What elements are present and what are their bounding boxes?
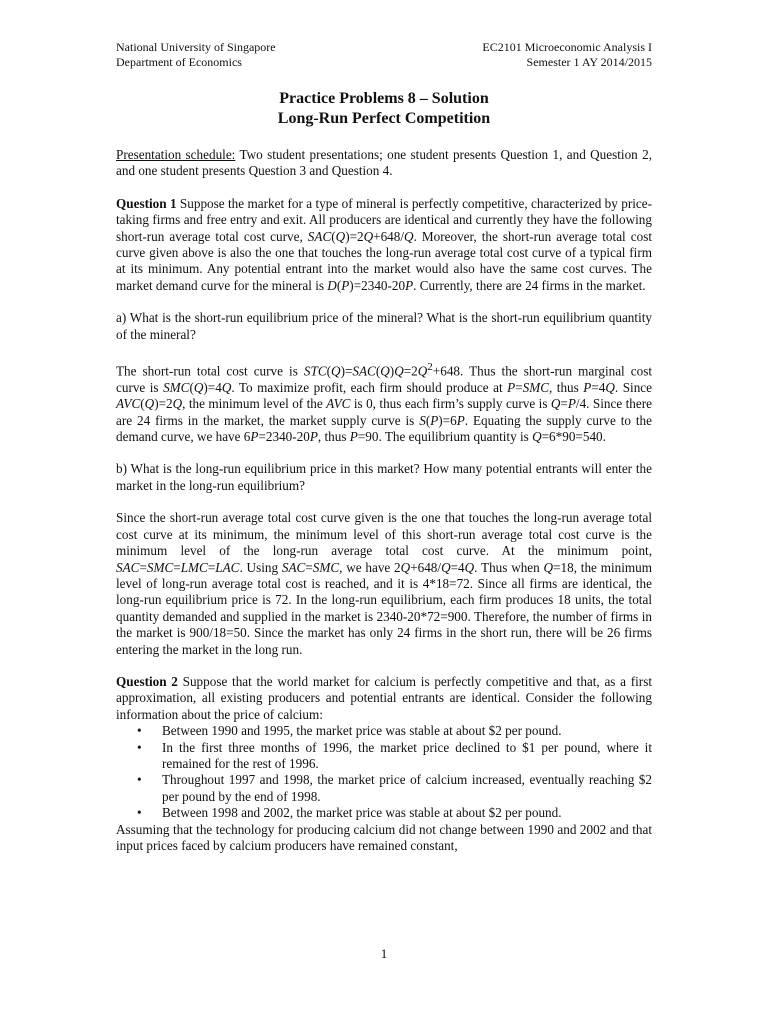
- ans-var: Q: [464, 559, 475, 575]
- ans-var: SMC: [312, 559, 340, 575]
- header-right: [482, 40, 652, 70]
- ans-var: Q: [331, 363, 341, 379]
- ans-var: P: [583, 379, 592, 395]
- ans-text: . Since: [614, 379, 652, 395]
- list-item: • Between 1998 and 2002, the market price was stable at about $2 per pound.: [162, 805, 652, 821]
- ans-var: LAC: [215, 559, 240, 575]
- ans-var: Q: [380, 363, 390, 379]
- ans-var: S: [419, 412, 426, 428]
- list-item: • Throughout 1997 and 1998, the market price of calcium increased, eventually reaching $2 per pound by the end of 1998.: [162, 772, 652, 805]
- title-line-2: Long-Run Perfect Competition: [277, 110, 491, 127]
- ans-text: (: [140, 396, 145, 412]
- ans-var: Q: [394, 363, 404, 379]
- q1-var: SAC: [307, 228, 332, 244]
- ans-var: SMC: [522, 379, 550, 395]
- title-line-1: Practice Problems 8 – Solution: [279, 90, 489, 107]
- q1-var: Q: [335, 228, 346, 244]
- ans-var: Q: [441, 559, 451, 575]
- ans-text: )=4: [203, 379, 222, 395]
- ans-text: . To maximize profit, each firm should produce at: [231, 379, 508, 395]
- page-number: 1: [380, 946, 388, 961]
- ans-var: P: [456, 412, 465, 428]
- ans-text: , thus: [317, 429, 350, 445]
- ans-var: LMC: [180, 559, 208, 575]
- ans-text: +648. Thus the short-run marginal cost curve is: [116, 363, 653, 395]
- ans-var: Q: [144, 396, 155, 412]
- answer-1a: [116, 359, 652, 445]
- ans-var: Q: [400, 559, 411, 575]
- ans-text: The short-run total cost curve is: [116, 363, 304, 379]
- ans-var: SMC: [146, 559, 174, 575]
- ans-text: is 0, thus each firm’s supply curve is: [350, 396, 551, 412]
- list-item: • In the first three months of 1996, the market price declined to $1 per pound, where it remained for the rest of 1996.: [162, 740, 652, 773]
- ans-text: =90. The equilibrium quantity is: [357, 429, 533, 445]
- presentation-schedule: [116, 147, 652, 180]
- ans-text: ): [389, 363, 395, 379]
- list-item: • Between 1990 and 1995, the market price was stable at about $2 per pound.: [162, 723, 652, 739]
- question-2-continued: Assuming that the technology for producing calcium did not change between 1990 and 2002 and that input prices faced by calcium producers have remained constant,: [116, 821, 652, 854]
- question-1-label: Question 1: [116, 195, 177, 211]
- course-name: EC2101 Microeconomic Analysis I: [482, 40, 652, 54]
- question-2-text: Suppose that the world market for calcium is perfectly competitive and that, as a first approximation, all existing producers and potential entrants are identical. Consider the following information about the price of calcium:: [116, 673, 652, 722]
- schedule-text: Two student presentations; one student presents Question 1, and Question 2, and one student presents Question 3 and Question 4.: [116, 147, 653, 179]
- ans-var: STC: [303, 363, 327, 379]
- schedule-label: Presentation schedule:: [116, 147, 236, 162]
- answer-1b: [116, 510, 652, 658]
- ans-var: Q: [605, 379, 615, 395]
- ans-var: P: [349, 429, 358, 445]
- q1-text: )=2: [345, 228, 364, 244]
- ans-var: SAC: [352, 363, 376, 379]
- question-1: [116, 196, 652, 294]
- ans-var: P: [567, 396, 576, 412]
- ans-var: P: [309, 429, 318, 445]
- ans-text: (: [375, 363, 381, 379]
- ans-text: =18, the minimum level of long-run average total cost is reached, and it is 4*18=72. Since all firms are identical, the long-run equilibrium price is 72. In the long-run equilibrium, each firm produces 18 units, the total quantity demanded and supplied in the market is 2340-20*72=900. Therefore, the number of firms in the market is 900/18=50. Since the market has only 24 firms in the short run, there will be 26 firms entering the market in the long run.: [116, 559, 652, 657]
- question-1b: b) What is the long-run equilibrium price in this market? How many potential entrants will enter the market in the long-run equilibrium?: [116, 461, 652, 493]
- ans-text: =: [173, 559, 181, 575]
- ans-text: =6*90=540.: [541, 429, 606, 445]
- q1-text: . Currently, there are 24 firms in the market.: [413, 277, 646, 293]
- ans-text: =4: [450, 559, 465, 575]
- ans-text: =2340-20: [258, 429, 310, 445]
- ans-text: . Thus when: [474, 559, 544, 575]
- ans-text: (: [425, 412, 431, 428]
- ans-text: , the minimum level of the: [182, 396, 327, 412]
- semester: Semester 1 AY 2014/2015: [526, 55, 652, 69]
- university-name: National University of Singapore: [116, 40, 276, 54]
- ans-text: /4. Since there are 24 firms in the market, the market supply curve is: [116, 396, 652, 428]
- ans-text: (: [189, 379, 194, 395]
- page-header: [116, 40, 652, 70]
- ans-var: Q: [543, 559, 554, 575]
- document-title: [116, 89, 652, 129]
- ans-var: P: [250, 429, 259, 445]
- q1-text: +648/: [373, 228, 405, 244]
- ans-var: AVC: [326, 396, 351, 412]
- ans-var: P: [430, 412, 439, 428]
- ans-text: , thus: [549, 379, 584, 395]
- q1-var: Q: [363, 228, 374, 244]
- q1-text: (: [331, 228, 336, 244]
- ans-text: )=2: [154, 396, 173, 412]
- q1-var: P: [341, 277, 350, 293]
- question-2-label: Question 2: [116, 673, 178, 689]
- q1-var: Q: [404, 228, 414, 244]
- ans-superscript: 2: [427, 361, 433, 374]
- ans-var: Q: [532, 429, 542, 445]
- ans-text: . Using: [239, 559, 282, 575]
- ans-var: P: [507, 379, 516, 395]
- ans-var: SAC: [281, 559, 306, 575]
- ans-var: Q: [221, 379, 232, 395]
- ans-text: . Equating the supply curve to the demand curve, we have 6: [116, 412, 652, 445]
- question-1a: a) What is the short-run equilibrium price of the mineral? What is the short-run equilibrium quantity of the mineral?: [116, 310, 652, 342]
- q1-text: . Moreover, the short-run average total cost curve given above is also the one that touches the long-run average total cost curve of a typical firm at its minimum. Any potential entrant into the market would also have the same cost curves. The market demand curve for the mineral is: [116, 228, 652, 293]
- ans-text: =: [139, 559, 147, 575]
- ans-text: )=: [340, 363, 353, 379]
- ans-text: Since the short-run average total cost curve given is the one that touches the long-run average total cost curve at its minimum, the minimum level of this short-run average total cost curve is the minimum level of the long-run average total cost curve. At the minimum point,: [116, 510, 652, 559]
- document-page: [116, 40, 652, 854]
- ans-var: SAC: [116, 559, 140, 575]
- ans-var: SMC: [163, 379, 190, 395]
- ans-text: =: [305, 559, 313, 575]
- q1-text: Suppose the market for a type of mineral is perfectly competitive, characterized by price-taking firms and free entry and exit. All producers are identical and currently they have the following short-run average total cost curve,: [116, 195, 652, 244]
- ans-text: =: [560, 396, 568, 412]
- q1-var: P: [405, 277, 414, 293]
- ans-text: +648/: [410, 559, 442, 575]
- question-2: [116, 674, 652, 723]
- ans-text: )=6: [438, 412, 457, 428]
- ans-text: =4: [591, 379, 606, 395]
- ans-var: Q: [193, 379, 204, 395]
- ans-var: Q: [417, 363, 428, 379]
- ans-var: Q: [550, 396, 561, 412]
- price-history-list: [116, 723, 652, 821]
- ans-var: Q: [172, 396, 183, 412]
- header-left: [116, 40, 276, 70]
- ans-text: , we have 2: [339, 559, 401, 575]
- q1-var: D: [327, 277, 337, 293]
- ans-text: (: [326, 363, 332, 379]
- ans-var: AVC: [116, 396, 141, 412]
- q1-text: (: [336, 277, 342, 293]
- ans-text: =: [207, 559, 216, 575]
- department-name: Department of Economics: [116, 55, 242, 69]
- ans-text: =2: [403, 363, 418, 379]
- q1-text: )=2340-20: [349, 277, 406, 293]
- ans-text: =: [515, 379, 523, 395]
